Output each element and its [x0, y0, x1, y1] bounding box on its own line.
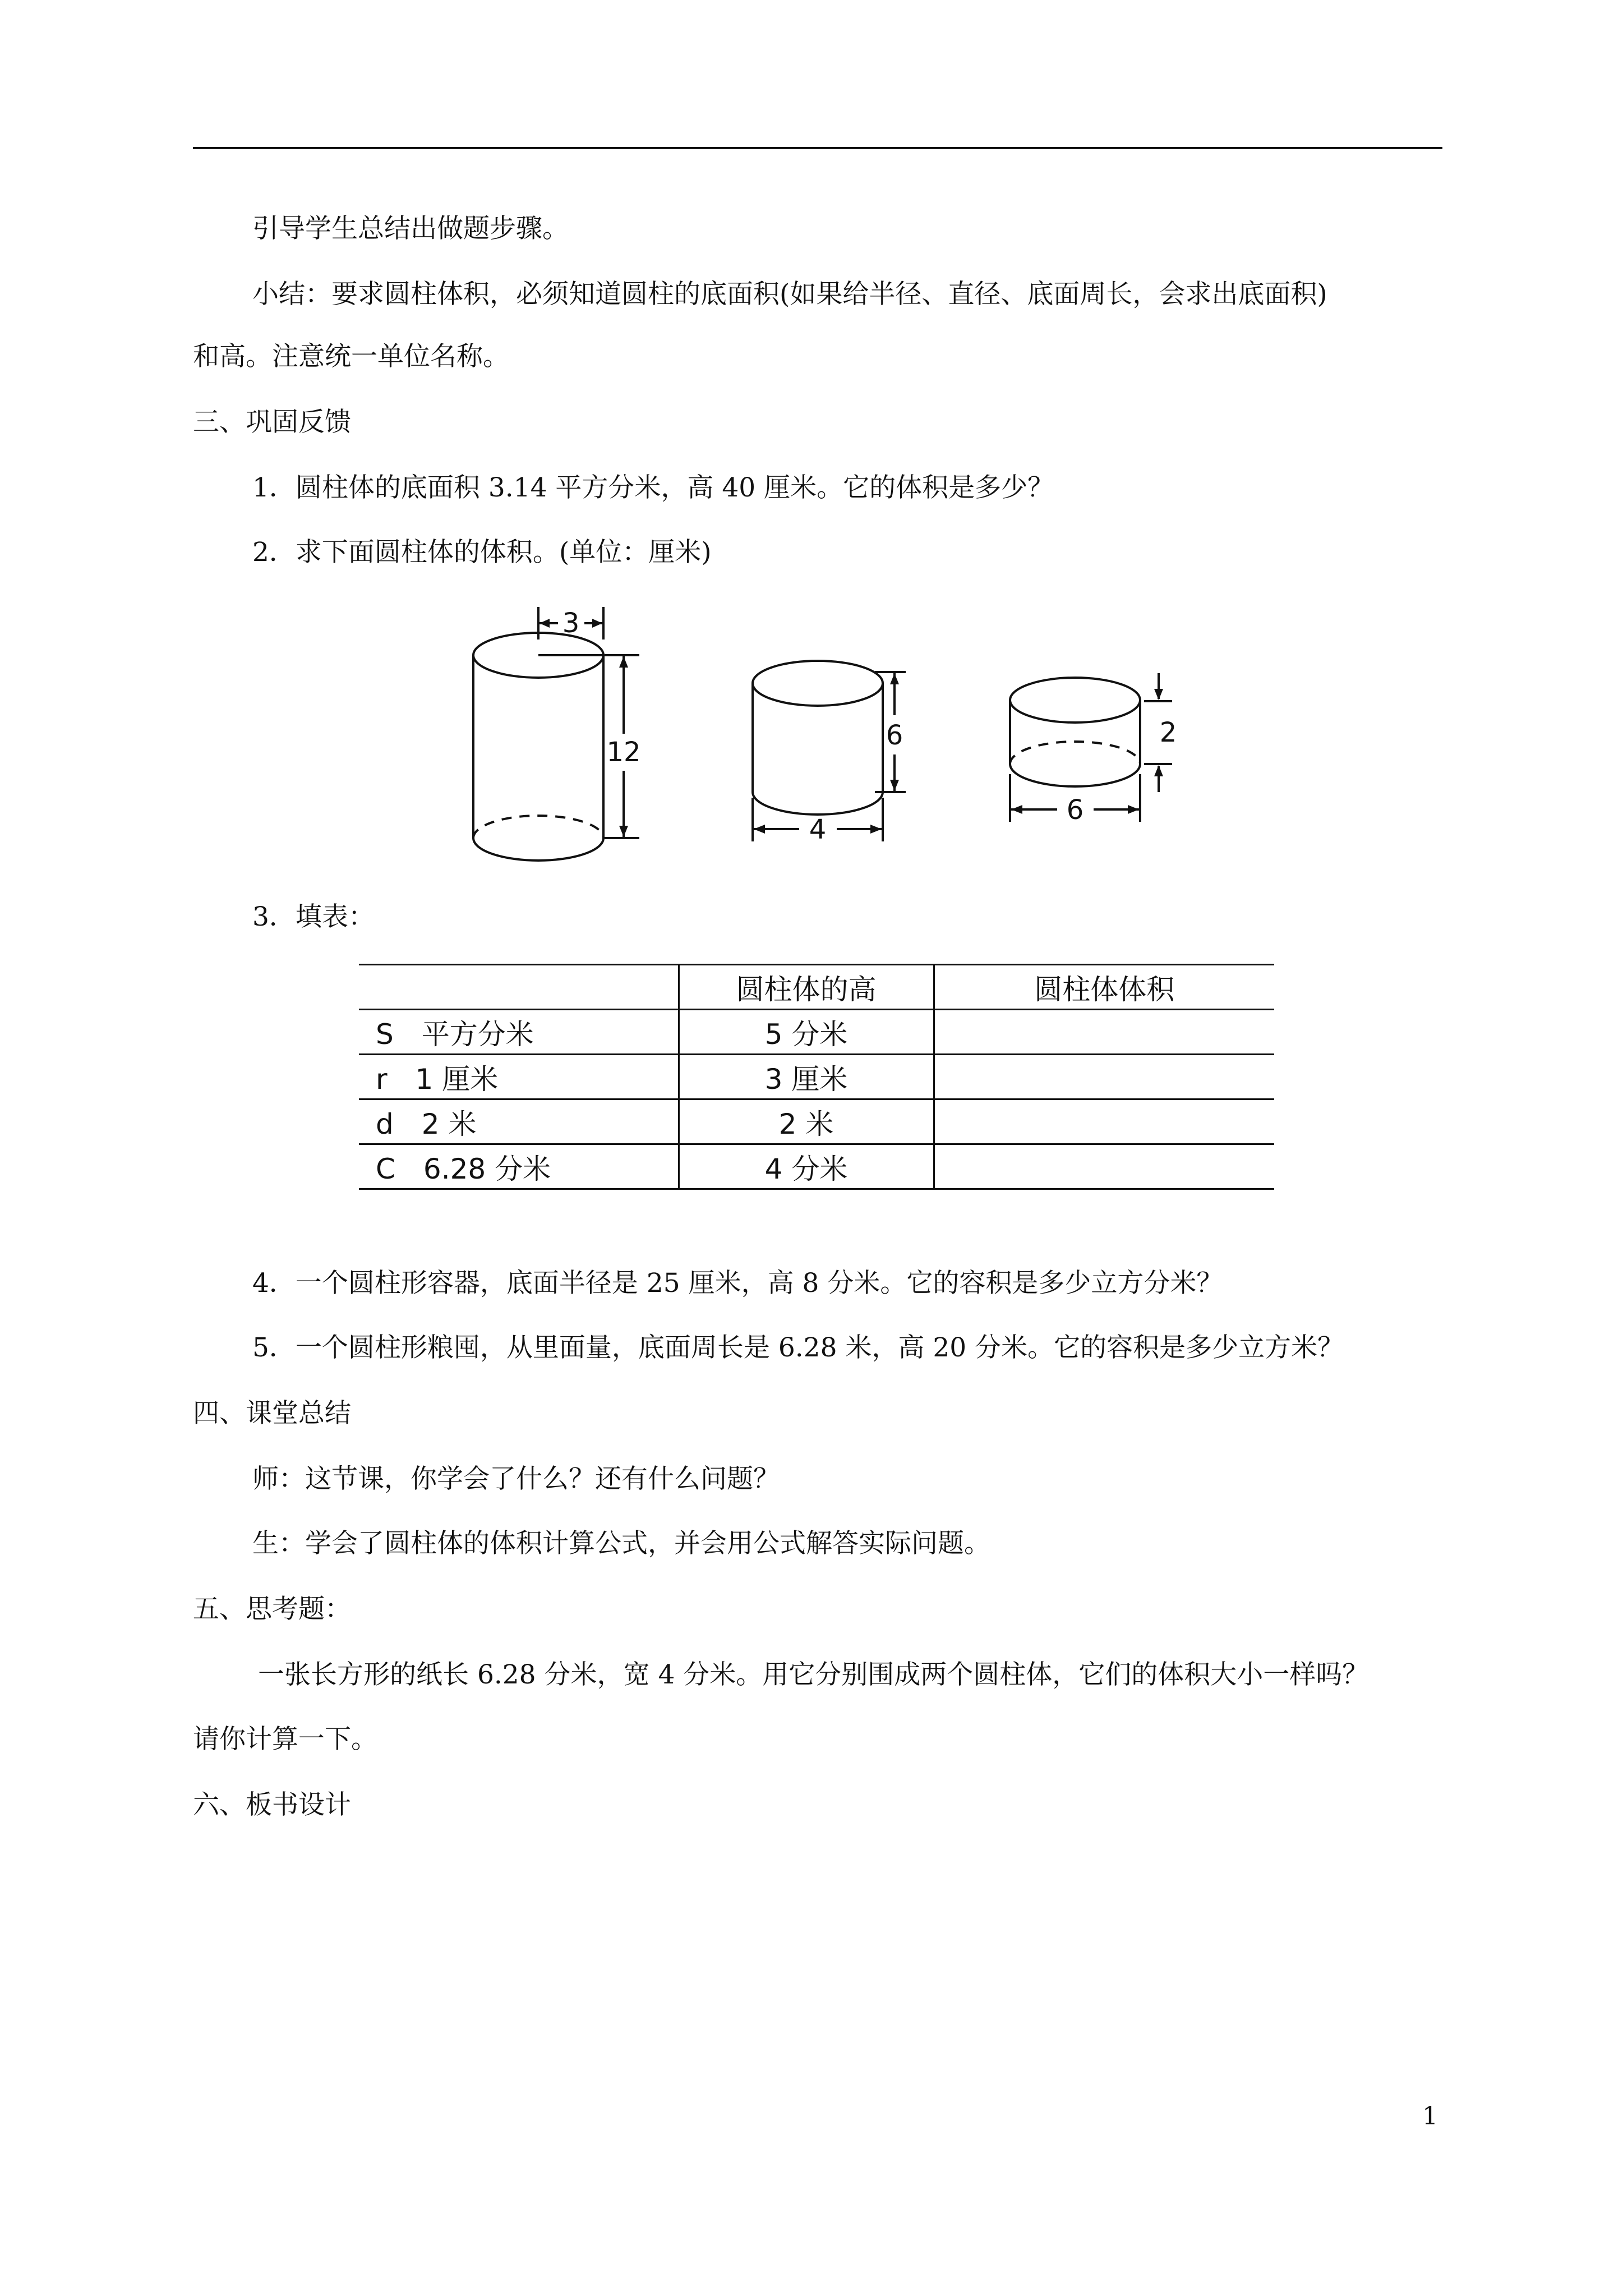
section-heading-3: 三、巩固反馈: [193, 407, 351, 438]
exercise-3: 3．填表：: [252, 901, 375, 932]
table-cell: 3 厘米: [679, 1055, 934, 1099]
table-cell: [934, 1144, 1274, 1189]
exercise-2: 2．求下面圆柱体的体积。(单位：厘米): [252, 537, 712, 568]
thinking-question-cont: 请你计算一下。: [193, 1724, 377, 1755]
table-cell: d 2 米: [359, 1099, 679, 1144]
table-cell: 2 米: [679, 1099, 934, 1144]
table-cell: 4 分米: [679, 1144, 934, 1189]
table-row: [359, 1144, 1274, 1189]
section-heading-6: 六、板书设计: [193, 1789, 351, 1820]
cyl3-diameter-label: 6: [1066, 794, 1084, 826]
cyl1-radius-label: 3: [562, 608, 580, 639]
table-cell: r 1 厘米: [359, 1055, 679, 1099]
student-answer: 生：学会了圆柱体的体积计算公式，并会用公式解答实际问题。: [252, 1528, 990, 1559]
para-conclusion-cont: 和高。注意统一单位名称。: [193, 341, 509, 372]
table-cell: C 6.28 分米: [359, 1144, 679, 1189]
cyl3-height-label: 2: [1159, 717, 1177, 748]
cylinder-figures: [0, 0, 1623, 898]
table-cell: S 平方分米: [359, 1010, 679, 1055]
table-row: [359, 1055, 1274, 1099]
cyl1-height-label: 12: [606, 737, 641, 768]
para-conclusion: 小结：要求圆柱体积，必须知道圆柱的底面积(如果给半径、直径、底面周长，会求出底面积): [252, 279, 1327, 310]
page-number: 1: [1422, 2102, 1438, 2131]
table-cell: 5 分米: [679, 1010, 934, 1055]
para-summary-steps: 引导学生总结出做题步骤。: [252, 213, 569, 244]
table-cell: 圆柱体体积: [934, 965, 1274, 1010]
teacher-question: 师：这节课，你学会了什么？还有什么问题？: [252, 1464, 780, 1494]
table-cell: [934, 1010, 1274, 1055]
table-cell: [359, 965, 679, 1010]
exercise-1: 1．圆柱体的底面积 3.14 平方分米，高 40 厘米。它的体积是多少？: [252, 472, 1054, 503]
table-cell: 圆柱体的高: [679, 965, 934, 1010]
fill-in-table: [359, 964, 1274, 1190]
exercise-4: 4．一个圆柱形容器，底面半径是 25 厘米，高 8 分米。它的容积是多少立方分米？: [252, 1268, 1223, 1299]
table-row: [359, 1099, 1274, 1144]
section-heading-4: 四、课堂总结: [193, 1398, 351, 1429]
table-cell: [934, 1099, 1274, 1144]
cylinder-2: [753, 661, 906, 841]
cylinder-1: [473, 607, 639, 861]
table-row: [359, 1010, 1274, 1055]
table-cell: [934, 1055, 1274, 1099]
thinking-question: 一张长方形的纸长 6.28 分米，宽 4 分米。用它分别围成两个圆柱体，它们的体积大小一样吗？: [258, 1659, 1369, 1690]
table-header-row: [359, 965, 1274, 1010]
cylinder-3: [1010, 673, 1172, 822]
section-heading-5: 五、思考题：: [193, 1594, 351, 1625]
exercise-5: 5．一个圆柱形粮囤，从里面量，底面周长是 6.28 米，高 20 分米。它的容积是多少立方米？: [252, 1332, 1344, 1363]
cyl2-height-label: 6: [886, 720, 903, 751]
cyl2-diameter-label: 4: [809, 814, 827, 845]
